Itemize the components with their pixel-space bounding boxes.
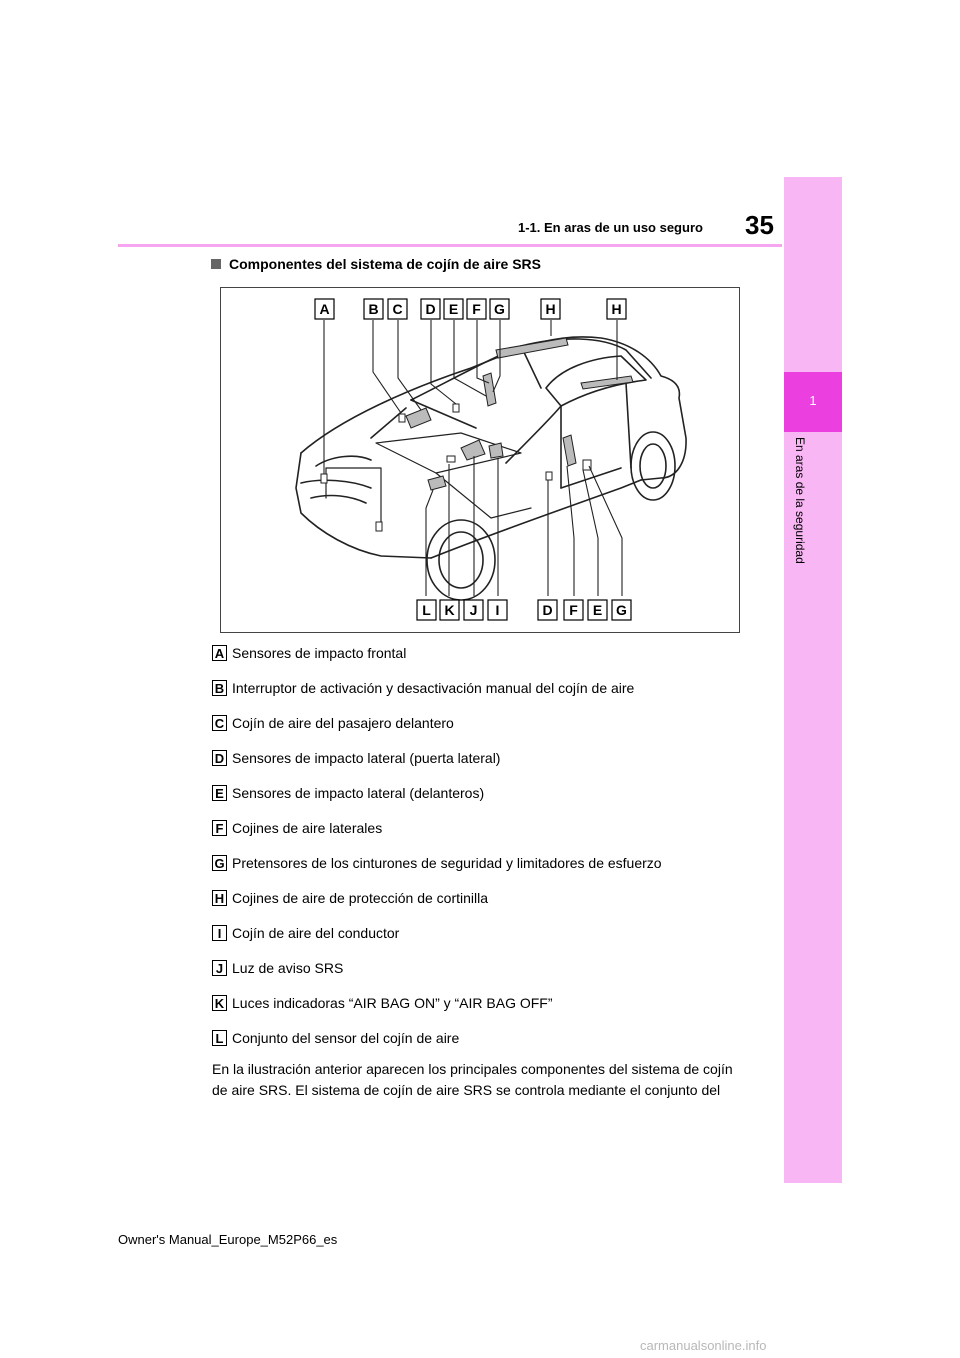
chapter-title: En aras de la seguridad: [793, 437, 807, 564]
chapter-side-tab: [784, 177, 842, 1183]
figure-label-a: A: [319, 301, 330, 317]
figure-label-f-bottom: F: [569, 602, 578, 618]
section-heading: [211, 256, 541, 272]
watermark: carmanualsonline.info: [640, 1338, 767, 1353]
legend-item: [212, 645, 752, 680]
legend-item: [212, 750, 752, 785]
legend-item: [212, 890, 752, 925]
legend-key: I: [212, 925, 227, 941]
legend-text: Luces indicadoras “AIR BAG ON” y “AIR BAG OFF”: [232, 995, 553, 1011]
square-bullet-icon: [211, 259, 221, 269]
figure-label-g: G: [494, 301, 505, 317]
chapter-number: 1: [809, 393, 817, 408]
heading-text: Componentes del sistema de cojín de aire SRS: [229, 256, 541, 272]
header-rule: [118, 244, 782, 247]
section-header: 1-1. En aras de un uso seguro: [518, 220, 703, 235]
legend-key: H: [212, 890, 227, 906]
legend-key: C: [212, 715, 227, 731]
legend-text: Cojines de aire laterales: [232, 820, 383, 836]
legend-text: Conjunto del sensor del cojín de aire: [232, 1030, 460, 1046]
figure-label-c: C: [392, 301, 403, 317]
top-label-boxes: [315, 299, 626, 319]
legend-key: L: [212, 1030, 227, 1046]
figure-label-e: E: [448, 301, 459, 317]
legend-key: J: [212, 960, 227, 976]
legend-key: K: [212, 995, 227, 1011]
figure-label-h-1: H: [545, 301, 556, 317]
legend-item: [212, 715, 752, 750]
legend-key: G: [212, 855, 227, 871]
car-illustration: [221, 288, 739, 632]
legend-item: [212, 960, 752, 995]
figure-label-i: I: [495, 602, 500, 618]
legend-list: [212, 645, 752, 1065]
figure-label-h-2: H: [611, 301, 622, 317]
legend-item: [212, 855, 752, 890]
legend-item: [212, 995, 752, 1030]
legend-key: A: [212, 645, 227, 661]
figure-label-l: L: [422, 602, 431, 618]
legend-text: Interruptor de activación y desactivación manual del cojín de aire: [232, 680, 635, 696]
page-number: 35: [745, 210, 774, 240]
body-paragraph: En la ilustración anterior aparecen los principales componentes del sistema de cojín de aire SRS. El sistema de cojín de aire SRS se controla mediante el conjunto del: [212, 1061, 733, 1098]
legend-text: Cojín de aire del pasajero delantero: [232, 715, 454, 731]
figure-label-k: K: [444, 602, 455, 618]
legend-key: D: [212, 750, 227, 766]
figure-label-g-bottom: G: [616, 602, 627, 618]
figure-label-e-bottom: E: [592, 602, 603, 618]
figure-label-d-bottom: D: [542, 602, 553, 618]
legend-item: [212, 925, 752, 960]
legend-text: Sensores de impacto lateral (puerta lateral): [232, 750, 501, 766]
legend-key: F: [212, 820, 227, 836]
figure-label-f: F: [472, 301, 481, 317]
legend-text: Pretensores de los cinturones de seguridad y limitadores de esfuerzo: [232, 855, 662, 871]
legend-text: Sensores de impacto frontal: [232, 645, 407, 661]
figure-label-d: D: [425, 301, 436, 317]
legend-key: E: [212, 785, 227, 801]
legend-item: [212, 680, 752, 715]
legend-item: [212, 820, 752, 855]
legend-key: B: [212, 680, 227, 696]
figure-label-j: J: [469, 602, 478, 618]
legend-text: Cojín de aire del conductor: [232, 925, 400, 941]
legend-text: Sensores de impacto lateral (delanteros): [232, 785, 485, 801]
footer-text: Owner's Manual_Europe_M52P66_es: [118, 1232, 338, 1247]
figure-label-b: B: [368, 301, 379, 317]
bottom-label-boxes: [417, 600, 631, 620]
legend-text: Cojines de aire de protección de cortinilla: [232, 890, 489, 906]
legend-item: [212, 785, 752, 820]
legend-text: Luz de aviso SRS: [232, 960, 344, 976]
airbag-components-figure: [220, 287, 740, 633]
